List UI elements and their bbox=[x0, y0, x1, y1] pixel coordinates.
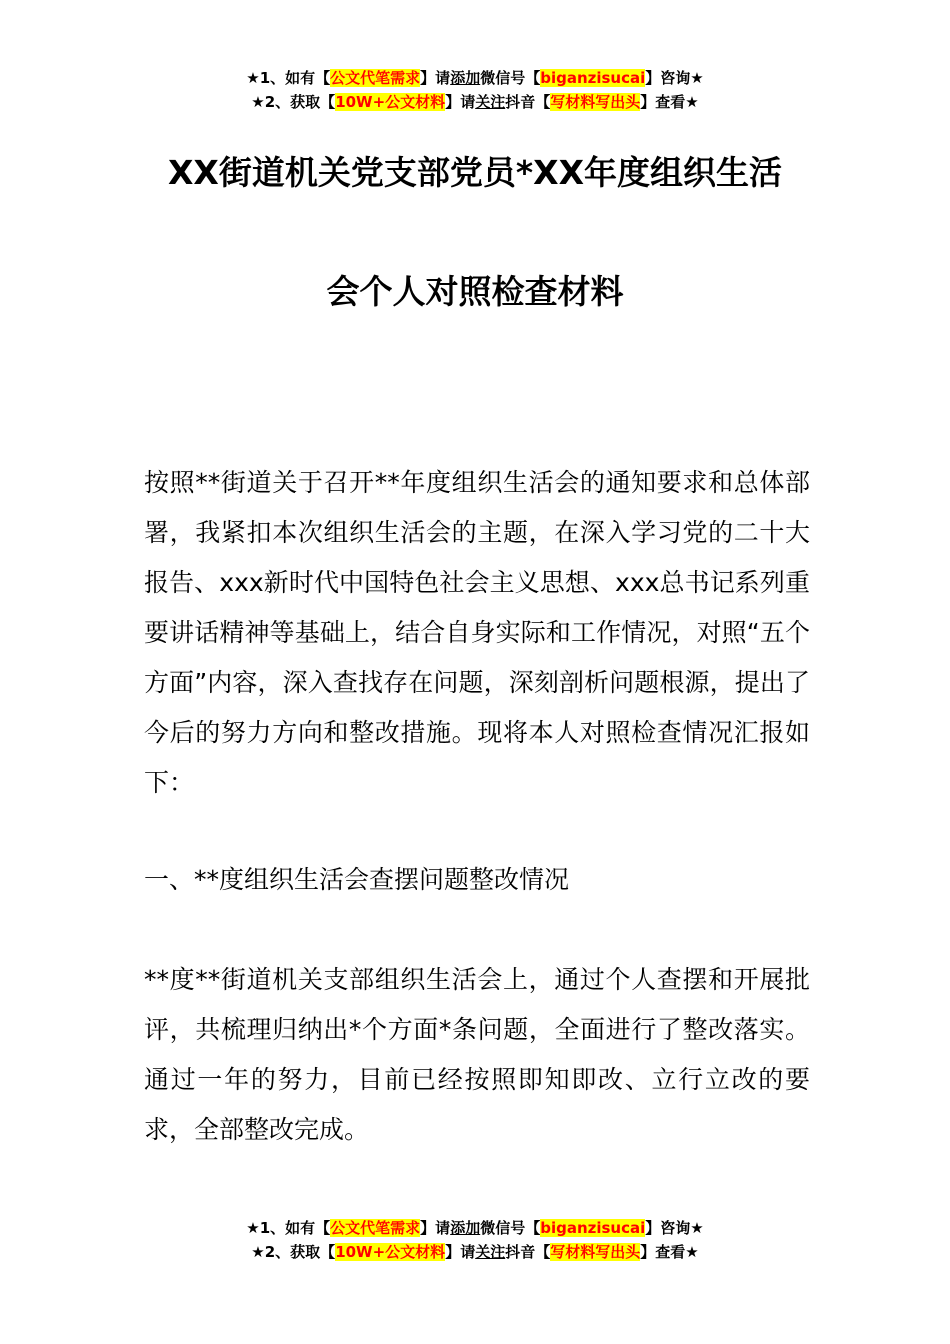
banner-highlight: biganzisucai bbox=[540, 69, 646, 87]
banner-text: ★1、如有【 bbox=[246, 1219, 331, 1237]
banner-highlight: 写材料写出头 bbox=[550, 93, 641, 111]
header-banner bbox=[0, 66, 950, 114]
banner-text: 抖音【 bbox=[505, 93, 551, 111]
banner-highlight: 公文代笔需求 bbox=[330, 69, 421, 87]
banner-line-1 bbox=[0, 66, 950, 90]
banner-text: 】请 bbox=[420, 1219, 451, 1237]
banner-highlight: 10W+公文材料 bbox=[335, 1243, 446, 1261]
banner-emphasis: 添加 bbox=[450, 69, 481, 87]
banner-emphasis: 关注 bbox=[475, 93, 506, 111]
banner-text: ★2、获取【 bbox=[251, 93, 336, 111]
section-heading: 一、**度组织生活会查摆问题整改情况 bbox=[144, 865, 570, 894]
body-paragraph: **度**街道机关支部组织生活会上，通过个人查摆和开展批评，共梳理归纳出*个方面*条问题，全面进行了整改落实。通过一年的努力，目前已经按照即知即改、立行立改的要求，全部整改完成。 bbox=[144, 965, 810, 1144]
banner-line-2 bbox=[0, 1240, 950, 1264]
banner-emphasis: 关注 bbox=[475, 1243, 506, 1261]
banner-text: 】请 bbox=[445, 93, 476, 111]
banner-text: ★2、获取【 bbox=[251, 1243, 336, 1261]
banner-text: 抖音【 bbox=[505, 1243, 551, 1261]
intro-paragraph: 按照**街道关于召开**年度组织生活会的通知要求和总体部署，我紧扣本次组织生活会的主题，在深入学习党的二十大报告、xxx新时代中国特色社会主义思想、xxx总书记系列重要讲话精神等基础上，结合自身实际和工作情况，对照“五个方面”内容，深入查找存在问题，深刻剖析问题根源，提出了今后的努力方向和整改措施。现将本人对照检查情况汇报如下： bbox=[144, 468, 810, 797]
footer-banner bbox=[0, 1216, 950, 1264]
banner-text: 】咨询★ bbox=[645, 69, 704, 87]
banner-text: 】咨询★ bbox=[645, 1219, 704, 1237]
banner-text: 微信号【 bbox=[480, 69, 541, 87]
document-title-line-2: 会个人对照检查材料 bbox=[326, 272, 624, 311]
banner-highlight: 写材料写出头 bbox=[550, 1243, 641, 1261]
banner-text: ★1、如有【 bbox=[246, 69, 331, 87]
banner-text: 】查看★ bbox=[640, 1243, 699, 1261]
banner-line-2 bbox=[0, 90, 950, 114]
banner-highlight: 公文代笔需求 bbox=[330, 1219, 421, 1237]
banner-text: 】请 bbox=[445, 1243, 476, 1261]
banner-text: 】请 bbox=[420, 69, 451, 87]
banner-highlight: biganzisucai bbox=[540, 1219, 646, 1237]
banner-highlight: 10W+公文材料 bbox=[335, 93, 446, 111]
banner-emphasis: 添加 bbox=[450, 1219, 481, 1237]
banner-text: 】查看★ bbox=[640, 93, 699, 111]
banner-line-1 bbox=[0, 1216, 950, 1240]
document-title-line-1: XX街道机关党支部党员*XX年度组织生活 bbox=[167, 153, 783, 192]
banner-text: 微信号【 bbox=[480, 1219, 541, 1237]
